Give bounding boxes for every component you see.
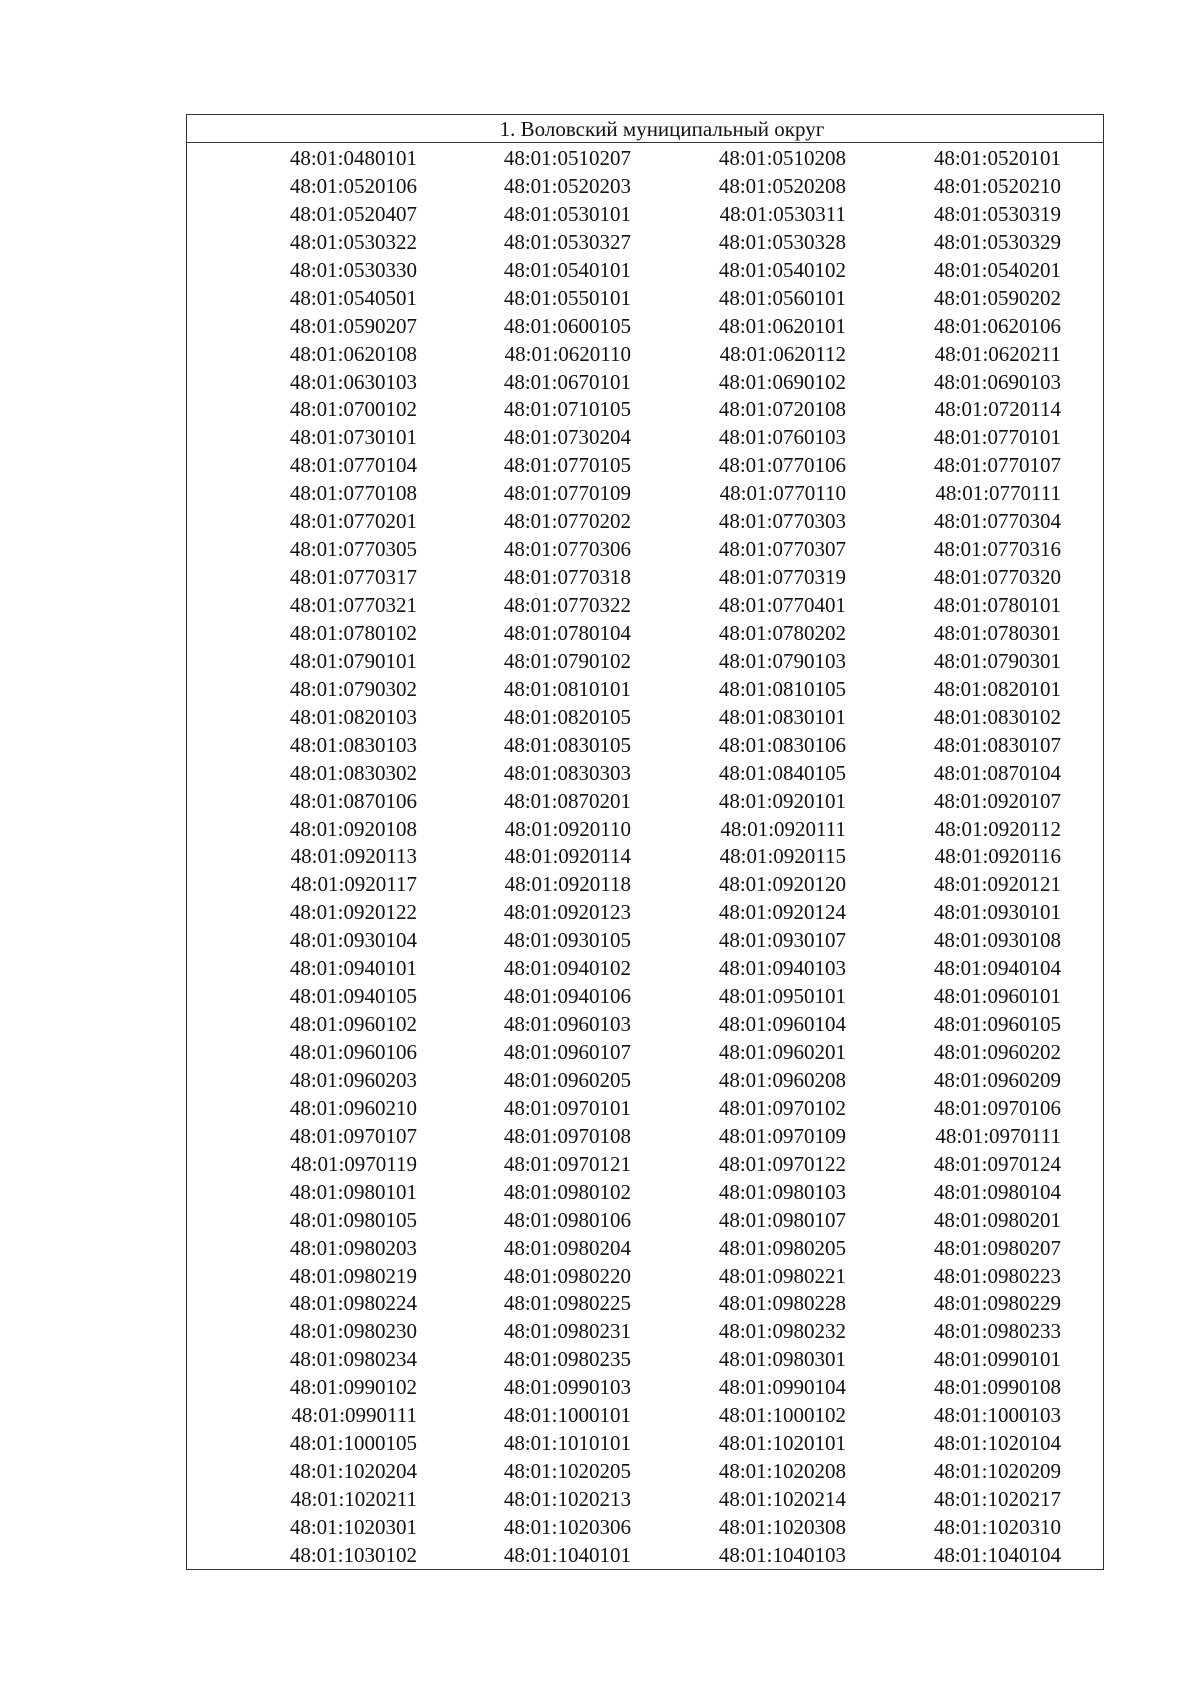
cadastral-number-cell: 48:01:0790103 — [718, 648, 846, 673]
cadastral-number-cell: 48:01:0980231 — [503, 1319, 631, 1344]
cadastral-number-cell: 48:01:0530328 — [718, 229, 846, 254]
table-row — [187, 284, 1103, 312]
table-row — [187, 1401, 1103, 1429]
table-row — [187, 1262, 1103, 1290]
cadastral-number-cell: 48:01:0980223 — [933, 1263, 1061, 1288]
cadastral-number-cell: 48:01:0960209 — [933, 1067, 1061, 1092]
cadastral-number-cell: 48:01:0730101 — [289, 425, 417, 450]
cadastral-number-cell: 48:01:0830101 — [718, 704, 846, 729]
cadastral-number-cell: 48:01:0820105 — [503, 704, 631, 729]
cadastral-number-cell: 48:01:0730204 — [503, 425, 631, 450]
cadastral-number-cell: 48:01:0790301 — [933, 648, 1061, 673]
cadastral-number-cell: 48:01:0520203 — [503, 173, 631, 198]
cadastral-number-cell: 48:01:0960105 — [933, 1012, 1061, 1037]
cadastral-number-cell: 48:01:0770320 — [933, 565, 1061, 590]
cadastral-number-cell: 48:01:0820101 — [933, 676, 1061, 701]
cadastral-number-cell: 48:01:0770111 — [935, 481, 1061, 506]
cadastral-number-cell: 48:01:0990101 — [933, 1347, 1061, 1372]
cadastral-number-cell: 48:01:0970122 — [718, 1151, 846, 1176]
cadastral-number-cell: 48:01:0920124 — [718, 900, 846, 925]
cadastral-number-cell: 48:01:0980221 — [718, 1263, 846, 1288]
cadastral-number-cell: 48:01:0700102 — [289, 397, 417, 422]
cadastral-number-cell: 48:01:0980234 — [289, 1347, 417, 1372]
cadastral-number-cell: 48:01:0980203 — [289, 1235, 417, 1260]
cadastral-number-cell: 48:01:0920111 — [720, 816, 846, 841]
cadastral-number-cell: 48:01:0940105 — [289, 984, 417, 1009]
cadastral-number-cell: 48:01:0620101 — [718, 313, 846, 338]
table-title: 1. Воловский муниципальный округ — [187, 115, 1103, 143]
cadastral-number-cell: 48:01:0770316 — [933, 537, 1061, 562]
cadastral-number-cell: 48:01:0780101 — [933, 593, 1061, 617]
cadastral-number-cell: 48:01:0990102 — [289, 1375, 417, 1400]
cadastral-number-cell: 48:01:0930107 — [718, 928, 846, 953]
cadastral-number-cell: 48:01:0620108 — [289, 341, 417, 366]
cadastral-number-cell: 48:01:0840105 — [718, 760, 846, 785]
cadastral-number-cell: 48:01:0540102 — [718, 257, 846, 282]
cadastral-number-cell: 48:01:0970109 — [718, 1123, 846, 1148]
table-row — [187, 647, 1103, 675]
cadastral-number-cell: 48:01:0960102 — [289, 1012, 417, 1037]
cadastral-number-cell: 48:01:0540501 — [289, 285, 417, 310]
cadastral-number-cell: 48:01:0770108 — [289, 481, 417, 506]
cadastral-number-cell: 48:01:0770318 — [503, 565, 631, 590]
cadastral-number-cell: 48:01:0980220 — [503, 1263, 631, 1288]
cadastral-number-cell: 48:01:0520210 — [933, 173, 1061, 198]
cadastral-number-cell: 48:01:0930105 — [503, 928, 631, 953]
cadastral-number-cell: 48:01:0980102 — [503, 1179, 631, 1204]
cadastral-number-cell: 48:01:0920122 — [289, 900, 417, 925]
table-row — [187, 228, 1103, 256]
table-row — [187, 787, 1103, 815]
cadastral-number-cell: 48:01:0960208 — [718, 1067, 846, 1092]
cadastral-number-cell: 48:01:0630103 — [289, 369, 417, 394]
cadastral-number-cell: 48:01:0810101 — [503, 676, 631, 701]
cadastral-number-cell: 48:01:0790102 — [503, 648, 631, 673]
cadastral-number-cell: 48:01:0620106 — [933, 313, 1061, 338]
cadastral-number-cell: 48:01:0990111 — [291, 1403, 417, 1428]
cadastral-number-cell: 48:01:0620211 — [934, 341, 1061, 366]
table-row — [187, 1038, 1103, 1066]
cadastral-number-cell: 48:01:0980103 — [718, 1179, 846, 1204]
cadastral-number-cell: 48:01:0940103 — [718, 956, 846, 981]
table-row — [187, 1457, 1103, 1485]
cadastral-number-cell: 48:01:1020214 — [718, 1487, 846, 1511]
cadastral-number-cell: 48:01:0920110 — [504, 816, 631, 841]
cadastral-number-cell: 48:01:0780102 — [289, 620, 417, 645]
cadastral-number-cell: 48:01:1020208 — [718, 1459, 846, 1484]
cadastral-number-cell: 48:01:0590202 — [933, 285, 1061, 310]
cadastral-number-cell: 48:01:0970106 — [933, 1095, 1061, 1120]
cadastral-number-cell: 48:01:0980201 — [933, 1207, 1061, 1232]
cadastral-number-cell: 48:01:0510207 — [503, 146, 631, 170]
table-row — [187, 256, 1103, 284]
cadastral-number-cell: 48:01:1020209 — [933, 1459, 1061, 1484]
cadastral-number-cell: 48:01:0980107 — [718, 1207, 846, 1232]
cadastral-number-cell: 48:01:0960202 — [933, 1040, 1061, 1064]
table-row — [187, 1345, 1103, 1373]
cadastral-number-cell: 48:01:0960101 — [933, 984, 1061, 1009]
cadastral-number-cell: 48:01:1020306 — [503, 1514, 631, 1539]
cadastral-number-cell: 48:01:0970124 — [933, 1151, 1061, 1176]
table-row — [187, 423, 1103, 451]
table-row — [187, 507, 1103, 535]
cadastral-number-cell: 48:01:0780301 — [933, 620, 1061, 645]
cadastral-number-cell: 48:01:0980219 — [289, 1263, 417, 1288]
cadastral-number-cell: 48:01:1020205 — [503, 1459, 631, 1484]
cadastral-number-cell: 48:01:0530311 — [719, 201, 846, 226]
table-row — [187, 451, 1103, 479]
cadastral-number-cell: 48:01:1040101 — [503, 1542, 631, 1567]
cadastral-number-cell: 48:01:0980105 — [289, 1207, 417, 1232]
table-row — [187, 1485, 1103, 1513]
cadastral-number-cell: 48:01:0980224 — [289, 1291, 417, 1316]
cadastral-number-cell: 48:01:0980225 — [503, 1291, 631, 1316]
cadastral-number-cell: 48:01:1020308 — [718, 1514, 846, 1539]
cadastral-number-cell: 48:01:0990108 — [933, 1375, 1061, 1400]
table-row — [187, 535, 1103, 563]
table-row — [187, 703, 1103, 731]
cadastral-number-cell: 48:01:0790302 — [289, 676, 417, 701]
table-row — [187, 1150, 1103, 1178]
cadastral-number-cell: 48:01:0560101 — [718, 285, 846, 310]
cadastral-number-cell: 48:01:1000105 — [289, 1431, 417, 1456]
cadastral-number-cell: 48:01:0940102 — [503, 956, 631, 981]
cadastral-number-cell: 48:01:0920113 — [290, 844, 417, 869]
cadastral-number-cell: 48:01:0520407 — [289, 201, 417, 226]
cadastral-number-cell: 48:01:0760103 — [718, 425, 846, 450]
cadastral-number-cell: 48:01:0480101 — [289, 146, 417, 170]
table-row — [187, 1541, 1103, 1569]
cadastral-number-cell: 48:01:0770305 — [289, 537, 417, 562]
cadastral-number-cell: 48:01:0940104 — [933, 956, 1061, 981]
table-row — [187, 842, 1103, 870]
table-row — [187, 926, 1103, 954]
table-row — [187, 954, 1103, 982]
cadastral-number-cell: 48:01:0920123 — [503, 900, 631, 925]
cadastral-number-cell: 48:01:0780202 — [718, 620, 846, 645]
cadastral-number-cell: 48:01:0980301 — [718, 1347, 846, 1372]
cadastral-number-cell: 48:01:0770202 — [503, 509, 631, 534]
table-row — [187, 563, 1103, 591]
table-row — [187, 200, 1103, 228]
cadastral-number-cell: 48:01:0970108 — [503, 1123, 631, 1148]
cadastral-number-cell: 48:01:0830103 — [289, 732, 417, 757]
cadastral-number-cell: 48:01:1020213 — [503, 1487, 631, 1511]
cadastral-number-cell: 48:01:1020217 — [933, 1487, 1061, 1511]
table-row — [187, 144, 1103, 172]
cadastral-number-cell: 48:01:1020101 — [718, 1431, 846, 1456]
table-row — [187, 395, 1103, 423]
table-row — [187, 1429, 1103, 1457]
cadastral-number-cell: 48:01:0550101 — [503, 285, 631, 310]
cadastral-number-cell: 48:01:0830106 — [718, 732, 846, 757]
cadastral-number-cell: 48:01:0770401 — [718, 593, 846, 617]
cadastral-number-cell: 48:01:0980101 — [289, 1179, 417, 1204]
cadastral-number-cell: 48:01:0770107 — [933, 453, 1061, 478]
cadastral-number-cell: 48:01:0970111 — [935, 1123, 1061, 1148]
cadastral-number-cell: 48:01:0870201 — [503, 788, 631, 813]
cadastral-number-cell: 48:01:0530329 — [933, 229, 1061, 254]
table-row — [187, 870, 1103, 898]
cadastral-number-cell: 48:01:0920117 — [290, 872, 417, 897]
cadastral-number-cell: 48:01:0930108 — [933, 928, 1061, 953]
cadastral-number-cell: 48:01:0960201 — [718, 1040, 846, 1064]
table-row — [187, 172, 1103, 200]
table-row — [187, 1234, 1103, 1262]
cadastral-number-cell: 48:01:1040104 — [933, 1542, 1061, 1567]
cadastral-number-cell: 48:01:0620112 — [719, 341, 846, 366]
cadastral-number-cell: 48:01:0720108 — [718, 397, 846, 422]
cadastral-number-cell: 48:01:0530327 — [503, 229, 631, 254]
table-row — [187, 675, 1103, 703]
cadastral-number-cell: 48:01:0690103 — [933, 369, 1061, 394]
cadastral-number-cell: 48:01:0830302 — [289, 760, 417, 785]
table-row — [187, 759, 1103, 787]
cadastral-number-cell: 48:01:0830102 — [933, 704, 1061, 729]
cadastral-number-cell: 48:01:0790101 — [289, 648, 417, 673]
cadastral-number-cell: 48:01:0770104 — [289, 453, 417, 478]
cadastral-number-cell: 48:01:0770317 — [289, 565, 417, 590]
cadastral-number-cell: 48:01:0720114 — [934, 397, 1061, 422]
table-row — [187, 815, 1103, 843]
table-row — [187, 1178, 1103, 1206]
table-row — [187, 591, 1103, 619]
cadastral-number-cell: 48:01:0920116 — [934, 844, 1061, 869]
cadastral-number-cell: 48:01:0930104 — [289, 928, 417, 953]
cadastral-number-cell: 48:01:1040103 — [718, 1542, 846, 1567]
cadastral-number-cell: 48:01:0960106 — [289, 1040, 417, 1064]
cadastral-number-cell: 48:01:0920121 — [933, 872, 1061, 897]
table-row — [187, 1317, 1103, 1345]
cadastral-number-cell: 48:01:0870106 — [289, 788, 417, 813]
cadastral-number-cell: 48:01:0980207 — [933, 1235, 1061, 1260]
cadastral-number-cell: 48:01:0770101 — [933, 425, 1061, 450]
cadastral-table — [186, 114, 1104, 1570]
cadastral-number-cell: 48:01:0980204 — [503, 1235, 631, 1260]
table-row — [187, 368, 1103, 396]
cadastral-number-cell: 48:01:1010101 — [503, 1431, 631, 1456]
cadastral-number-cell: 48:01:0690102 — [718, 369, 846, 394]
cadastral-number-cell: 48:01:0780104 — [503, 620, 631, 645]
cadastral-number-cell: 48:01:0970119 — [290, 1151, 417, 1176]
table-row — [187, 340, 1103, 368]
cadastral-number-cell: 48:01:0960107 — [503, 1040, 631, 1064]
cadastral-number-cell: 48:01:0970102 — [718, 1095, 846, 1120]
cadastral-number-cell: 48:01:0770201 — [289, 509, 417, 534]
cadastral-number-cell: 48:01:1030102 — [289, 1542, 417, 1567]
table-row — [187, 1513, 1103, 1541]
cadastral-number-cell: 48:01:0770303 — [718, 509, 846, 534]
cadastral-number-cell: 48:01:0920114 — [504, 844, 631, 869]
cadastral-number-cell: 48:01:0530330 — [289, 257, 417, 282]
cadastral-number-cell: 48:01:0770110 — [719, 481, 846, 506]
cadastral-number-cell: 48:01:0990103 — [503, 1375, 631, 1400]
cadastral-number-cell: 48:01:0770321 — [289, 593, 417, 617]
cadastral-number-cell: 48:01:0980232 — [718, 1319, 846, 1344]
table-row — [187, 312, 1103, 340]
cadastral-number-cell: 48:01:0770322 — [503, 593, 631, 617]
cadastral-number-cell: 48:01:0770304 — [933, 509, 1061, 534]
cadastral-number-cell: 48:01:0980106 — [503, 1207, 631, 1232]
cadastral-number-cell: 48:01:0970101 — [503, 1095, 631, 1120]
cadastral-number-cell: 48:01:0960104 — [718, 1012, 846, 1037]
cadastral-number-cell: 48:01:0770307 — [718, 537, 846, 562]
cadastral-number-cell: 48:01:1000101 — [503, 1403, 631, 1428]
table-row — [187, 1206, 1103, 1234]
cadastral-number-cell: 48:01:0530319 — [933, 201, 1061, 226]
cadastral-number-cell: 48:01:0980230 — [289, 1319, 417, 1344]
cadastral-number-cell: 48:01:0980235 — [503, 1347, 631, 1372]
cadastral-number-cell: 48:01:0770106 — [718, 453, 846, 478]
cadastral-number-cell: 48:01:0980104 — [933, 1179, 1061, 1204]
table-row — [187, 479, 1103, 507]
cadastral-number-cell: 48:01:0960210 — [289, 1095, 417, 1120]
cadastral-number-cell: 48:01:0520101 — [933, 146, 1061, 170]
cadastral-number-cell: 48:01:0670101 — [503, 369, 631, 394]
cadastral-number-cell: 48:01:0970121 — [503, 1151, 631, 1176]
table-row — [187, 982, 1103, 1010]
cadastral-number-cell: 48:01:0920118 — [504, 872, 631, 897]
cadastral-number-cell: 48:01:0970107 — [289, 1123, 417, 1148]
cadastral-number-cell: 48:01:0920120 — [718, 872, 846, 897]
cadastral-number-cell: 48:01:0870104 — [933, 760, 1061, 785]
table-row — [187, 619, 1103, 647]
cadastral-number-cell: 48:01:0710105 — [503, 397, 631, 422]
cadastral-number-cell: 48:01:0960103 — [503, 1012, 631, 1037]
cadastral-number-cell: 48:01:0520208 — [718, 173, 846, 198]
cadastral-number-cell: 48:01:0770319 — [718, 565, 846, 590]
cadastral-number-cell: 48:01:0990104 — [718, 1375, 846, 1400]
cadastral-number-cell: 48:01:1000102 — [718, 1403, 846, 1428]
cadastral-number-cell: 48:01:0940101 — [289, 956, 417, 981]
cadastral-number-cell: 48:01:0590207 — [289, 313, 417, 338]
cadastral-number-cell: 48:01:0540101 — [503, 257, 631, 282]
cadastral-number-cell: 48:01:0960203 — [289, 1067, 417, 1092]
cadastral-number-cell: 48:01:0540201 — [933, 257, 1061, 282]
table-row — [187, 1066, 1103, 1094]
cadastral-number-cell: 48:01:0980205 — [718, 1235, 846, 1260]
cadastral-number-cell: 48:01:0530322 — [289, 229, 417, 254]
table-row — [187, 1094, 1103, 1122]
cadastral-number-cell: 48:01:0530101 — [503, 201, 631, 226]
cadastral-number-cell: 48:01:1000103 — [933, 1403, 1061, 1428]
cadastral-number-cell: 48:01:0770109 — [503, 481, 631, 506]
table-body — [187, 143, 1103, 1569]
table-row — [187, 898, 1103, 926]
table-row — [187, 1122, 1103, 1150]
table-row — [187, 1010, 1103, 1038]
cadastral-number-cell: 48:01:0600105 — [503, 313, 631, 338]
cadastral-number-cell: 48:01:0510208 — [718, 146, 846, 170]
cadastral-number-cell: 48:01:0810105 — [718, 676, 846, 701]
cadastral-number-cell: 48:01:0980229 — [933, 1291, 1061, 1316]
cadastral-number-cell: 48:01:0920112 — [934, 816, 1061, 841]
cadastral-number-cell: 48:01:1020104 — [933, 1431, 1061, 1456]
table-row — [187, 1289, 1103, 1317]
cadastral-number-cell: 48:01:0960205 — [503, 1067, 631, 1092]
cadastral-number-cell: 48:01:0830303 — [503, 760, 631, 785]
cadastral-number-cell: 48:01:0920107 — [933, 788, 1061, 813]
table-row — [187, 731, 1103, 759]
cadastral-number-cell: 48:01:0940106 — [503, 984, 631, 1009]
cadastral-number-cell: 48:01:1020204 — [289, 1459, 417, 1484]
cadastral-number-cell: 48:01:0770306 — [503, 537, 631, 562]
cadastral-number-cell: 48:01:0620110 — [504, 341, 631, 366]
table-row — [187, 1373, 1103, 1401]
cadastral-number-cell: 48:01:0930101 — [933, 900, 1061, 925]
cadastral-number-cell: 48:01:0950101 — [718, 984, 846, 1009]
cadastral-number-cell: 48:01:0980228 — [718, 1291, 846, 1316]
cadastral-number-cell: 48:01:0820103 — [289, 704, 417, 729]
cadastral-number-cell: 48:01:1020301 — [289, 1514, 417, 1539]
cadastral-number-cell: 48:01:1020310 — [933, 1514, 1061, 1539]
cadastral-number-cell: 48:01:0920108 — [289, 816, 417, 841]
cadastral-number-cell: 48:01:0770105 — [503, 453, 631, 478]
cadastral-number-cell: 48:01:0830105 — [503, 732, 631, 757]
cadastral-number-cell: 48:01:1020211 — [290, 1487, 417, 1511]
cadastral-number-cell: 48:01:0980233 — [933, 1319, 1061, 1344]
cadastral-number-cell: 48:01:0520106 — [289, 173, 417, 198]
cadastral-number-cell: 48:01:0830107 — [933, 732, 1061, 757]
cadastral-number-cell: 48:01:0920115 — [719, 844, 846, 869]
cadastral-number-cell: 48:01:0920101 — [718, 788, 846, 813]
